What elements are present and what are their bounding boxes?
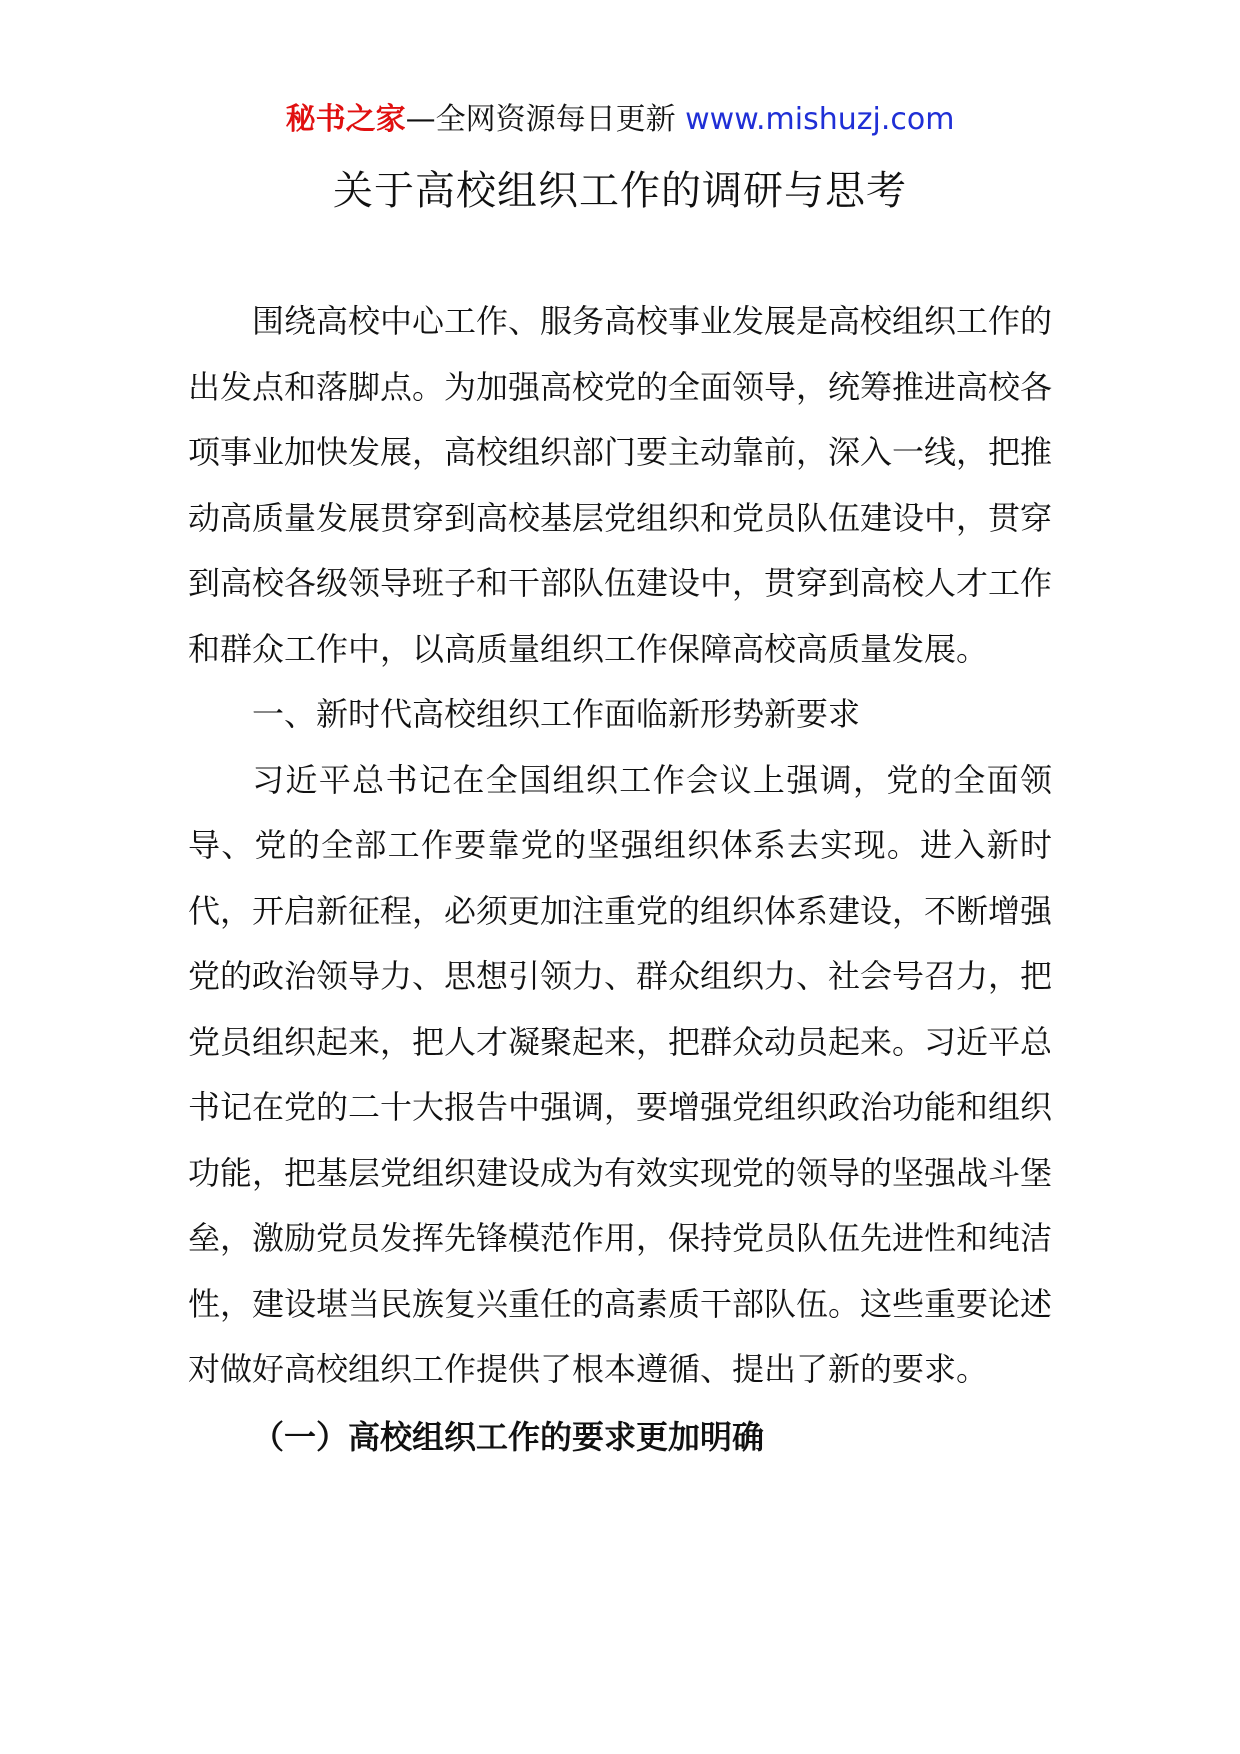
brand-name: 秘书之家 [285, 102, 406, 137]
document-title: 关于高校组织工作的调研与思考 [333, 168, 907, 214]
header-tagline: —全网资源每日更新 [405, 102, 676, 137]
site-url-link[interactable]: www.mishuzj.com [685, 102, 955, 137]
section-heading: 一、新时代高校组织工作面临新形势新要求 [252, 695, 861, 733]
body-paragraph: 习近平总书记在全国组织工作会议上强调，党的全面领导、党的全部工作要靠党的坚强组织体系去实现。进入新时代，开启新征程，必须更加注重党的组织体系建设，不断增强党的政治领导力、思想引领力、群众组织力、社会号召力，把党员组织起来，把人才凝聚起来，把群众动员起来。习近平总书记在党的二十大报告中强调，要增强党组织政治功能和组织功能，把基层党组织建设成为有效实现党的领导的坚强战斗堡垒，激励党员发挥先锋模范作用，保持党员队伍先进性和纯洁性，建设堪当民族复兴重任的高素质干部队伍。这些重要论述对做好高校组织工作提供了根本遵循、提出了新的要求。 [188, 760, 1053, 1388]
site-header [0, 98, 1240, 142]
intro-paragraph: 围绕高校中心工作、服务高校事业发展是高校组织工作的出发点和落脚点。为加强高校党的全面领导，统筹推进高校各项事业加快发展，高校组织部门要主动靠前，深入一线，把推动高质量发展贯穿到高校基层党组织和党员队伍建设中，贯穿到高校各级领导班子和干部队伍建设中，贯穿到高校人才工作和群众工作中，以高质量组织工作保障高校高质量发展。 [188, 302, 1053, 668]
document-body [188, 289, 1052, 1470]
subsection-heading: （一）高校组织工作的要求更加明确 [252, 1417, 765, 1456]
